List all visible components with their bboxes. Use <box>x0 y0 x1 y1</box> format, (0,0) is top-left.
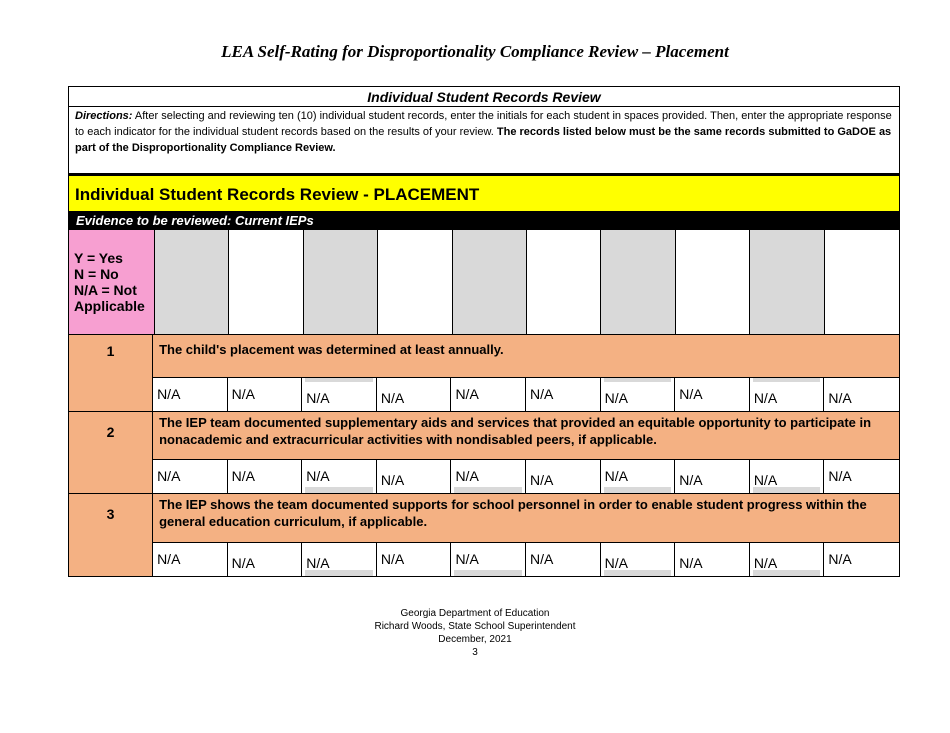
directions-body: After selecting and reviewing ten (10) individual student records, enter the initials for each student in spaces provided. Then, enter the appropriate response to each indicator for the individual student records based on the results of your review. <box>75 110 892 138</box>
document-title: LEA Self-Rating for Disproportionality Compliance Review – Placement <box>221 42 729 61</box>
page-number: 3 <box>472 647 478 658</box>
answer-value: N/A <box>231 468 255 485</box>
footer-superintendent: Richard Woods, State School Superintendent <box>374 621 576 632</box>
answer-value: N/A <box>753 390 778 406</box>
response-legend <box>69 230 155 334</box>
legend-no: N = No <box>74 266 119 282</box>
answer-field[interactable] <box>601 378 676 411</box>
footer-organization: Georgia Department of Education <box>400 608 550 619</box>
evidence-label: Evidence to be reviewed: Current IEPs <box>69 211 899 230</box>
indicator-text: The child's placement was determined at least annually. <box>159 342 504 357</box>
answer-row <box>153 377 899 411</box>
student-initials-field[interactable] <box>304 230 378 334</box>
answer-value: N/A <box>157 468 181 485</box>
legend-yes: Y = Yes <box>74 250 123 266</box>
review-grid <box>69 230 899 576</box>
answer-field[interactable] <box>824 378 899 411</box>
answer-value: N/A <box>455 386 479 402</box>
student-initials-field[interactable] <box>676 230 750 334</box>
indicator-number: 2 <box>69 412 153 493</box>
answer-field[interactable] <box>750 460 825 493</box>
answer-field[interactable] <box>526 378 601 411</box>
answer-value: N/A <box>231 386 255 402</box>
directions-emphasis: The records listed below must be the same records submitted to GaDOE as part of the Disproportionality Compliance Review. <box>75 126 892 154</box>
answer-field[interactable] <box>302 460 377 493</box>
answer-field[interactable] <box>526 543 601 576</box>
answer-field[interactable] <box>526 460 601 493</box>
answer-value: N/A <box>306 390 330 406</box>
student-initials-field[interactable] <box>527 230 601 334</box>
student-initials-field[interactable] <box>750 230 824 334</box>
answer-field[interactable] <box>675 460 750 493</box>
answer-field[interactable] <box>824 460 899 493</box>
legend-na: N/A = Not Applicable <box>74 282 145 314</box>
directions-label: Directions: <box>75 110 133 122</box>
answer-field[interactable] <box>750 543 825 576</box>
answer-value: N/A <box>380 390 405 406</box>
student-initials-field[interactable] <box>155 230 229 334</box>
footer-date: December, 2021 <box>438 634 512 645</box>
indicator-row-2 <box>69 412 899 494</box>
answer-value: N/A <box>604 390 628 406</box>
answer-field[interactable] <box>153 460 228 493</box>
answer-field[interactable] <box>228 378 303 411</box>
answer-row <box>153 542 899 576</box>
answer-value: N/A <box>679 386 703 402</box>
answer-field[interactable] <box>302 378 377 411</box>
intro-section <box>68 86 900 174</box>
student-initials-field[interactable] <box>378 230 452 334</box>
answer-value: N/A <box>753 555 778 571</box>
answer-field[interactable] <box>750 378 825 411</box>
indicator-number: 1 <box>69 335 153 411</box>
initials-row <box>69 230 899 335</box>
answer-value: N/A <box>157 551 181 567</box>
answer-field[interactable] <box>377 543 452 576</box>
answer-value: N/A <box>231 555 255 571</box>
answer-field[interactable] <box>228 543 303 576</box>
answer-value: N/A <box>828 390 852 406</box>
answer-value: N/A <box>455 551 479 567</box>
answer-value: N/A <box>828 551 852 567</box>
answer-field[interactable] <box>451 543 526 576</box>
answer-field[interactable] <box>675 543 750 576</box>
answer-value: N/A <box>753 472 778 489</box>
answer-field[interactable] <box>302 543 377 576</box>
answer-field[interactable] <box>601 543 676 576</box>
placement-form <box>68 174 900 577</box>
indicator-text: The IEP team documented supplementary aids and services that provided an equitable opportunity to participate in nonacademic and extracurricular activities with nondisabled peers, if applicable. <box>159 415 872 447</box>
answer-value: N/A <box>380 472 405 489</box>
answer-value: N/A <box>157 386 181 402</box>
section-title: Individual Student Records Review - PLACEMENT <box>69 174 899 211</box>
answer-value: N/A <box>306 468 330 485</box>
answer-field[interactable] <box>153 543 228 576</box>
directions-text <box>69 107 899 156</box>
answer-field[interactable] <box>228 460 303 493</box>
answer-value: N/A <box>679 555 703 571</box>
answer-value: N/A <box>679 472 703 489</box>
answer-value: N/A <box>380 551 405 567</box>
answer-field[interactable] <box>153 378 228 411</box>
student-initials-field[interactable] <box>453 230 527 334</box>
answer-field[interactable] <box>451 378 526 411</box>
student-initials-field[interactable] <box>601 230 675 334</box>
answer-value: N/A <box>604 555 628 571</box>
indicator-number: 3 <box>69 494 153 576</box>
indicator-text: The IEP shows the team documented supports for school personnel in order to enable student progress within the general education curriculum, if applicable. <box>159 497 867 529</box>
answer-value: N/A <box>530 472 554 489</box>
student-initials-field[interactable] <box>825 230 899 334</box>
answer-field[interactable] <box>377 460 452 493</box>
answer-value: N/A <box>530 551 554 567</box>
student-initials-field[interactable] <box>229 230 303 334</box>
answer-field[interactable] <box>601 460 676 493</box>
answer-row <box>153 459 899 493</box>
answer-field[interactable] <box>824 543 899 576</box>
indicator-row-1 <box>69 335 899 412</box>
answer-field[interactable] <box>675 378 750 411</box>
intro-title: Individual Student Records Review <box>69 87 899 107</box>
answer-value: N/A <box>604 468 628 485</box>
answer-value: N/A <box>306 555 330 571</box>
answer-field[interactable] <box>377 378 452 411</box>
answer-value: N/A <box>530 386 554 402</box>
answer-value: N/A <box>455 468 479 485</box>
indicator-row-3 <box>69 494 899 576</box>
answer-field[interactable] <box>451 460 526 493</box>
answer-value: N/A <box>828 468 852 485</box>
page-footer <box>0 607 950 659</box>
